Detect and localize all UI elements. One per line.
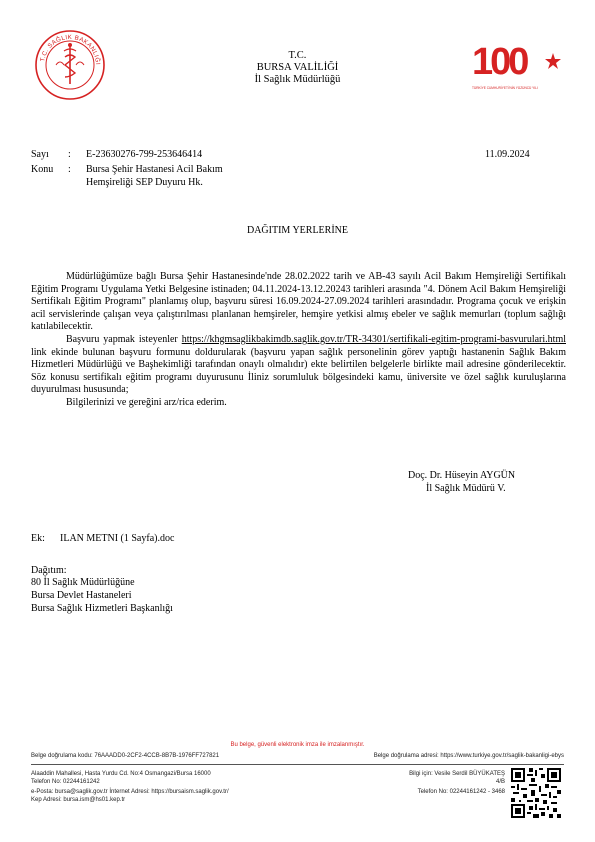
footer-phone: Telefon No: 02244161242: [31, 779, 100, 785]
sayi-colon: :: [68, 149, 71, 160]
footer-divider: [31, 764, 564, 765]
footer-address: Alaaddin Mahallesi, Hasta Yurdu Cd. No:4 Osmangazi/Bursa 16000: [31, 771, 211, 777]
header-department: İl Sağlık Müdürlüğü: [254, 74, 341, 85]
body-text: [31, 271, 566, 410]
subject-line-2: Hemşireliği SEP Duyuru Hk.: [86, 177, 203, 188]
konu-colon: :: [68, 164, 71, 175]
attachment-file: ILAN METNI (1 Sayfa).doc: [60, 533, 175, 544]
header-tc: T.C.: [288, 50, 307, 61]
centennial-logo: [470, 41, 570, 94]
seal-text: T.C. SAĞLIK BAKANLIĞI: [39, 33, 102, 66]
signatory-title: İl Sağlık Müdürü V.: [426, 483, 506, 494]
info-contact: Bilgi için: Vesile Serdil BÜYÜKATEŞ: [409, 771, 505, 777]
distribution-item: Bursa Sağlık Hizmetleri Başkanlığı: [31, 603, 173, 614]
addressee: DAĞITIM YERLERİNE: [246, 225, 348, 236]
footer-email: e-Posta: bursa@saglik.gov.tr İnternet Adresi: https://bursaism.saglik.gov.tr/: [31, 789, 229, 795]
signatory-name: Doç. Dr. Hüseyin AYGÜN: [408, 470, 516, 481]
esign-notice: Bu belge, güvenli elektronik imza ile imzalanmıştır.: [230, 742, 365, 748]
info-phone: Telefon No: 02244161242 - 3468: [417, 789, 505, 795]
konu-label: Konu: [31, 164, 54, 175]
attachment-label: Ek:: [31, 533, 45, 544]
distribution-item: 80 İl Sağlık Müdürlüğüne: [31, 577, 135, 588]
centennial-number: 100: [472, 41, 527, 83]
subject-line-1: Bursa Şehir Hastanesi Acil Bakım: [86, 164, 223, 175]
verify-address: Belge doğrulama adresi: https://www.turkiye.gov.tr/saglik-bakanligi-ebys: [373, 753, 564, 759]
document-date: 11.09.2024: [485, 149, 530, 160]
distribution-item: Bursa Devlet Hastaneleri: [31, 590, 132, 601]
star-icon: [544, 52, 562, 70]
body-paragraph-1: Müdürlüğümüze bağlı Bursa Şehir Hastanesinde'nde 28.02.2022 tarih ve AB-43 sayılı Acil Bakım Hemşireliği Sertifikalı Eğitim Programı Uygulama Yetki Belgesine istinaden; 04.11.2024-13.12.20243 tarihleri arasında "4. Dönem Acil Bakım Hemşireliği Sertifikalı Eğitim Programı" planlamış olup, başvuru süresi 16.09.2024-27.09.2024 tarihleri arasındadır. Programa çocuk ve erişkin acil servislerinde çalışan veya çalıştırılması planlanan hemşireler, hemşire yetkisi almış ebeler ve sağlık memurları (toplum sağlığı katılabilecektir.: [31, 271, 566, 333]
header-governorship: BURSA VALİLİĞİ: [256, 62, 339, 73]
body-paragraph-3: Bilgilerinizi ve gereğini arz/rica ederim.: [66, 396, 227, 408]
info-room: 4/B: [495, 779, 505, 785]
body-paragraph-2: [31, 334, 566, 397]
footer-kep: Kep Adresi: bursa.ism@hs01.kep.tr: [31, 797, 126, 803]
p2-intro: Başvuru yapmak isteyenler: [66, 333, 182, 345]
document-number: E-23630276-799-253646414: [86, 149, 203, 160]
verify-code: Belge doğrulama kodu: 76AAADD0-2CF2-4CCB-8B7B-1976FF727821: [31, 753, 220, 759]
qr-code: [511, 768, 561, 818]
sayi-label: Sayı: [31, 149, 49, 160]
p2-rest: link ekinde bulunan başvuru formunu doldurularak (başvuru yapan sağlık personelinin görev yaptığı hastanenin Sağlık Bakım Hizmetleri Müdürlüğü ve Başhekimliği tarafından onaylı olmalıdır) ekte belirtilen belgelerle birlikte mail adresine gönderilecektir. Söz konusu sertifikalı eğitim programı duyurusunu İliniz sorumluluk bölgesindeki kamu, üniversite ve özel sağlık kuruluşlarına duyurulması hususunda;: [31, 346, 566, 396]
application-link[interactable]: https://khgmsaglikbakimdb.saglik.gov.tr/TR-34301/sertifikali-egitim-programi-basvurulari.html: [181, 333, 566, 345]
distribution-title: Dağıtım:: [31, 565, 67, 576]
centennial-caption: TÜRKİYE CUMHURİYETİ'NİN YÜZÜNCÜ YILI: [472, 86, 538, 90]
